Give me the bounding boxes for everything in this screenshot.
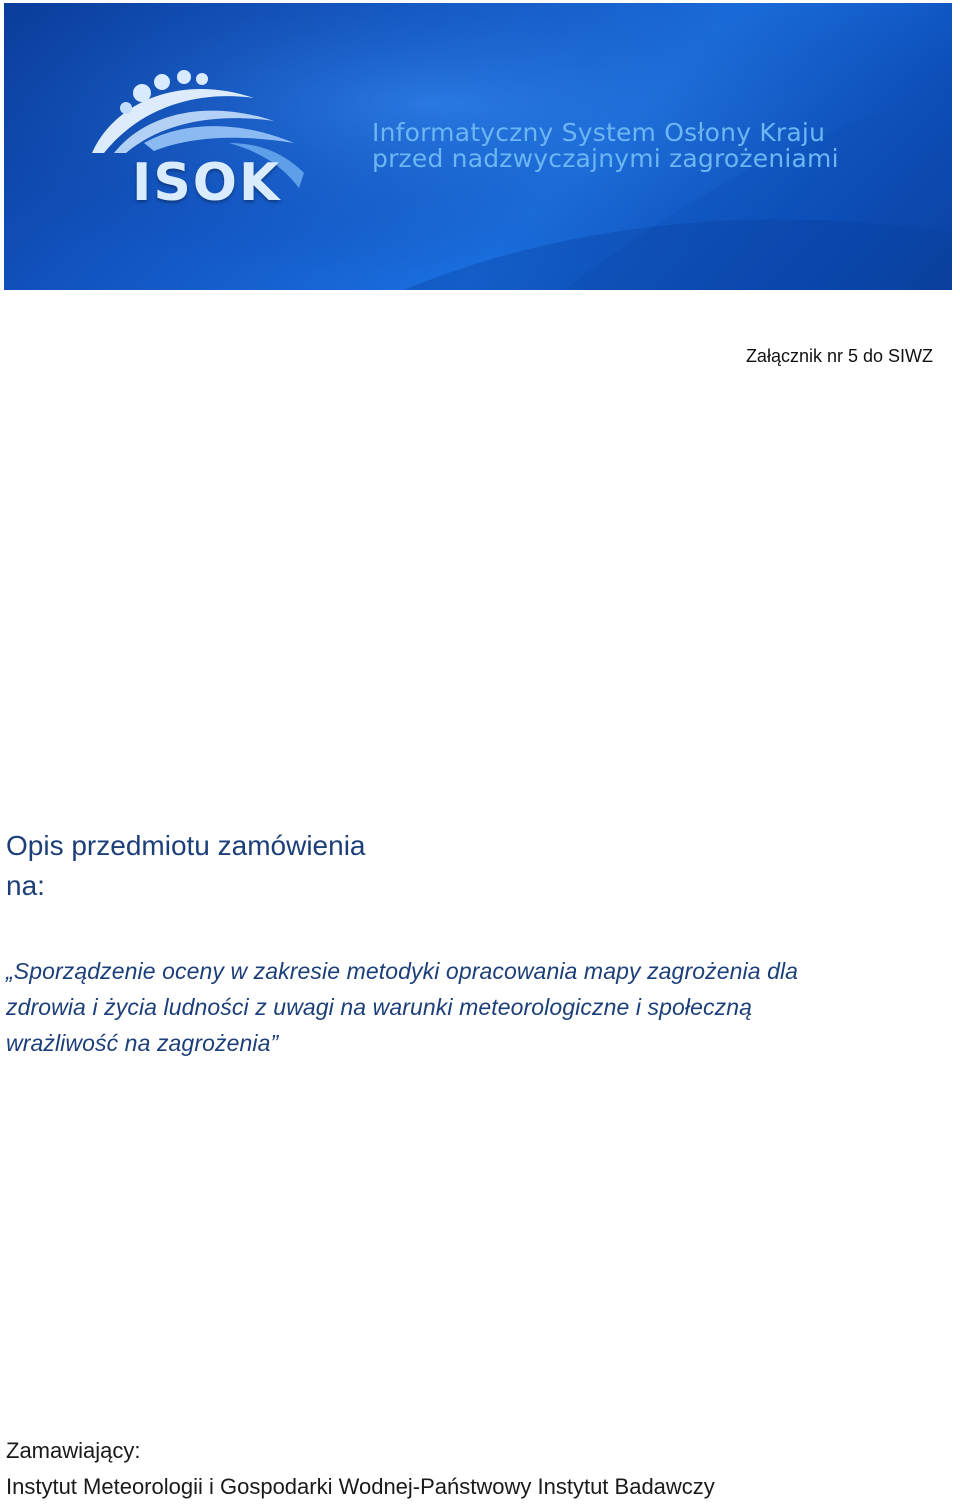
isok-logo-text: ISOK: [132, 153, 282, 213]
banner-tagline-line2: przed nadzwyczajnymi zagrożeniami: [372, 144, 839, 173]
isok-banner: [4, 3, 952, 290]
document-heading: [6, 826, 366, 906]
subject-line1: „Sporządzenie oceny w zakresie metodyki opracowania mapy zagrożenia dla: [6, 958, 799, 984]
heading-line2: na:: [6, 870, 45, 901]
subject-line3: wrażliwość na zagrożenia”: [6, 1030, 279, 1056]
attachment-label: Załącznik nr 5 do SIWZ: [745, 346, 933, 366]
orderer-name: Instytut Meteorologii i Gospodarki Wodnej-Państwowy Instytut Badawczy: [6, 1474, 715, 1499]
order-subject: [6, 953, 956, 1061]
banner-tagline-line1: Informatyczny System Osłony Kraju: [372, 118, 826, 147]
orderer-label: Zamawiający:: [6, 1438, 141, 1463]
heading-line1: Opis przedmiotu zamówienia: [6, 830, 366, 861]
subject-line2: zdrowia i życia ludności z uwagi na warunki meteorologiczne i społeczną: [6, 994, 753, 1020]
